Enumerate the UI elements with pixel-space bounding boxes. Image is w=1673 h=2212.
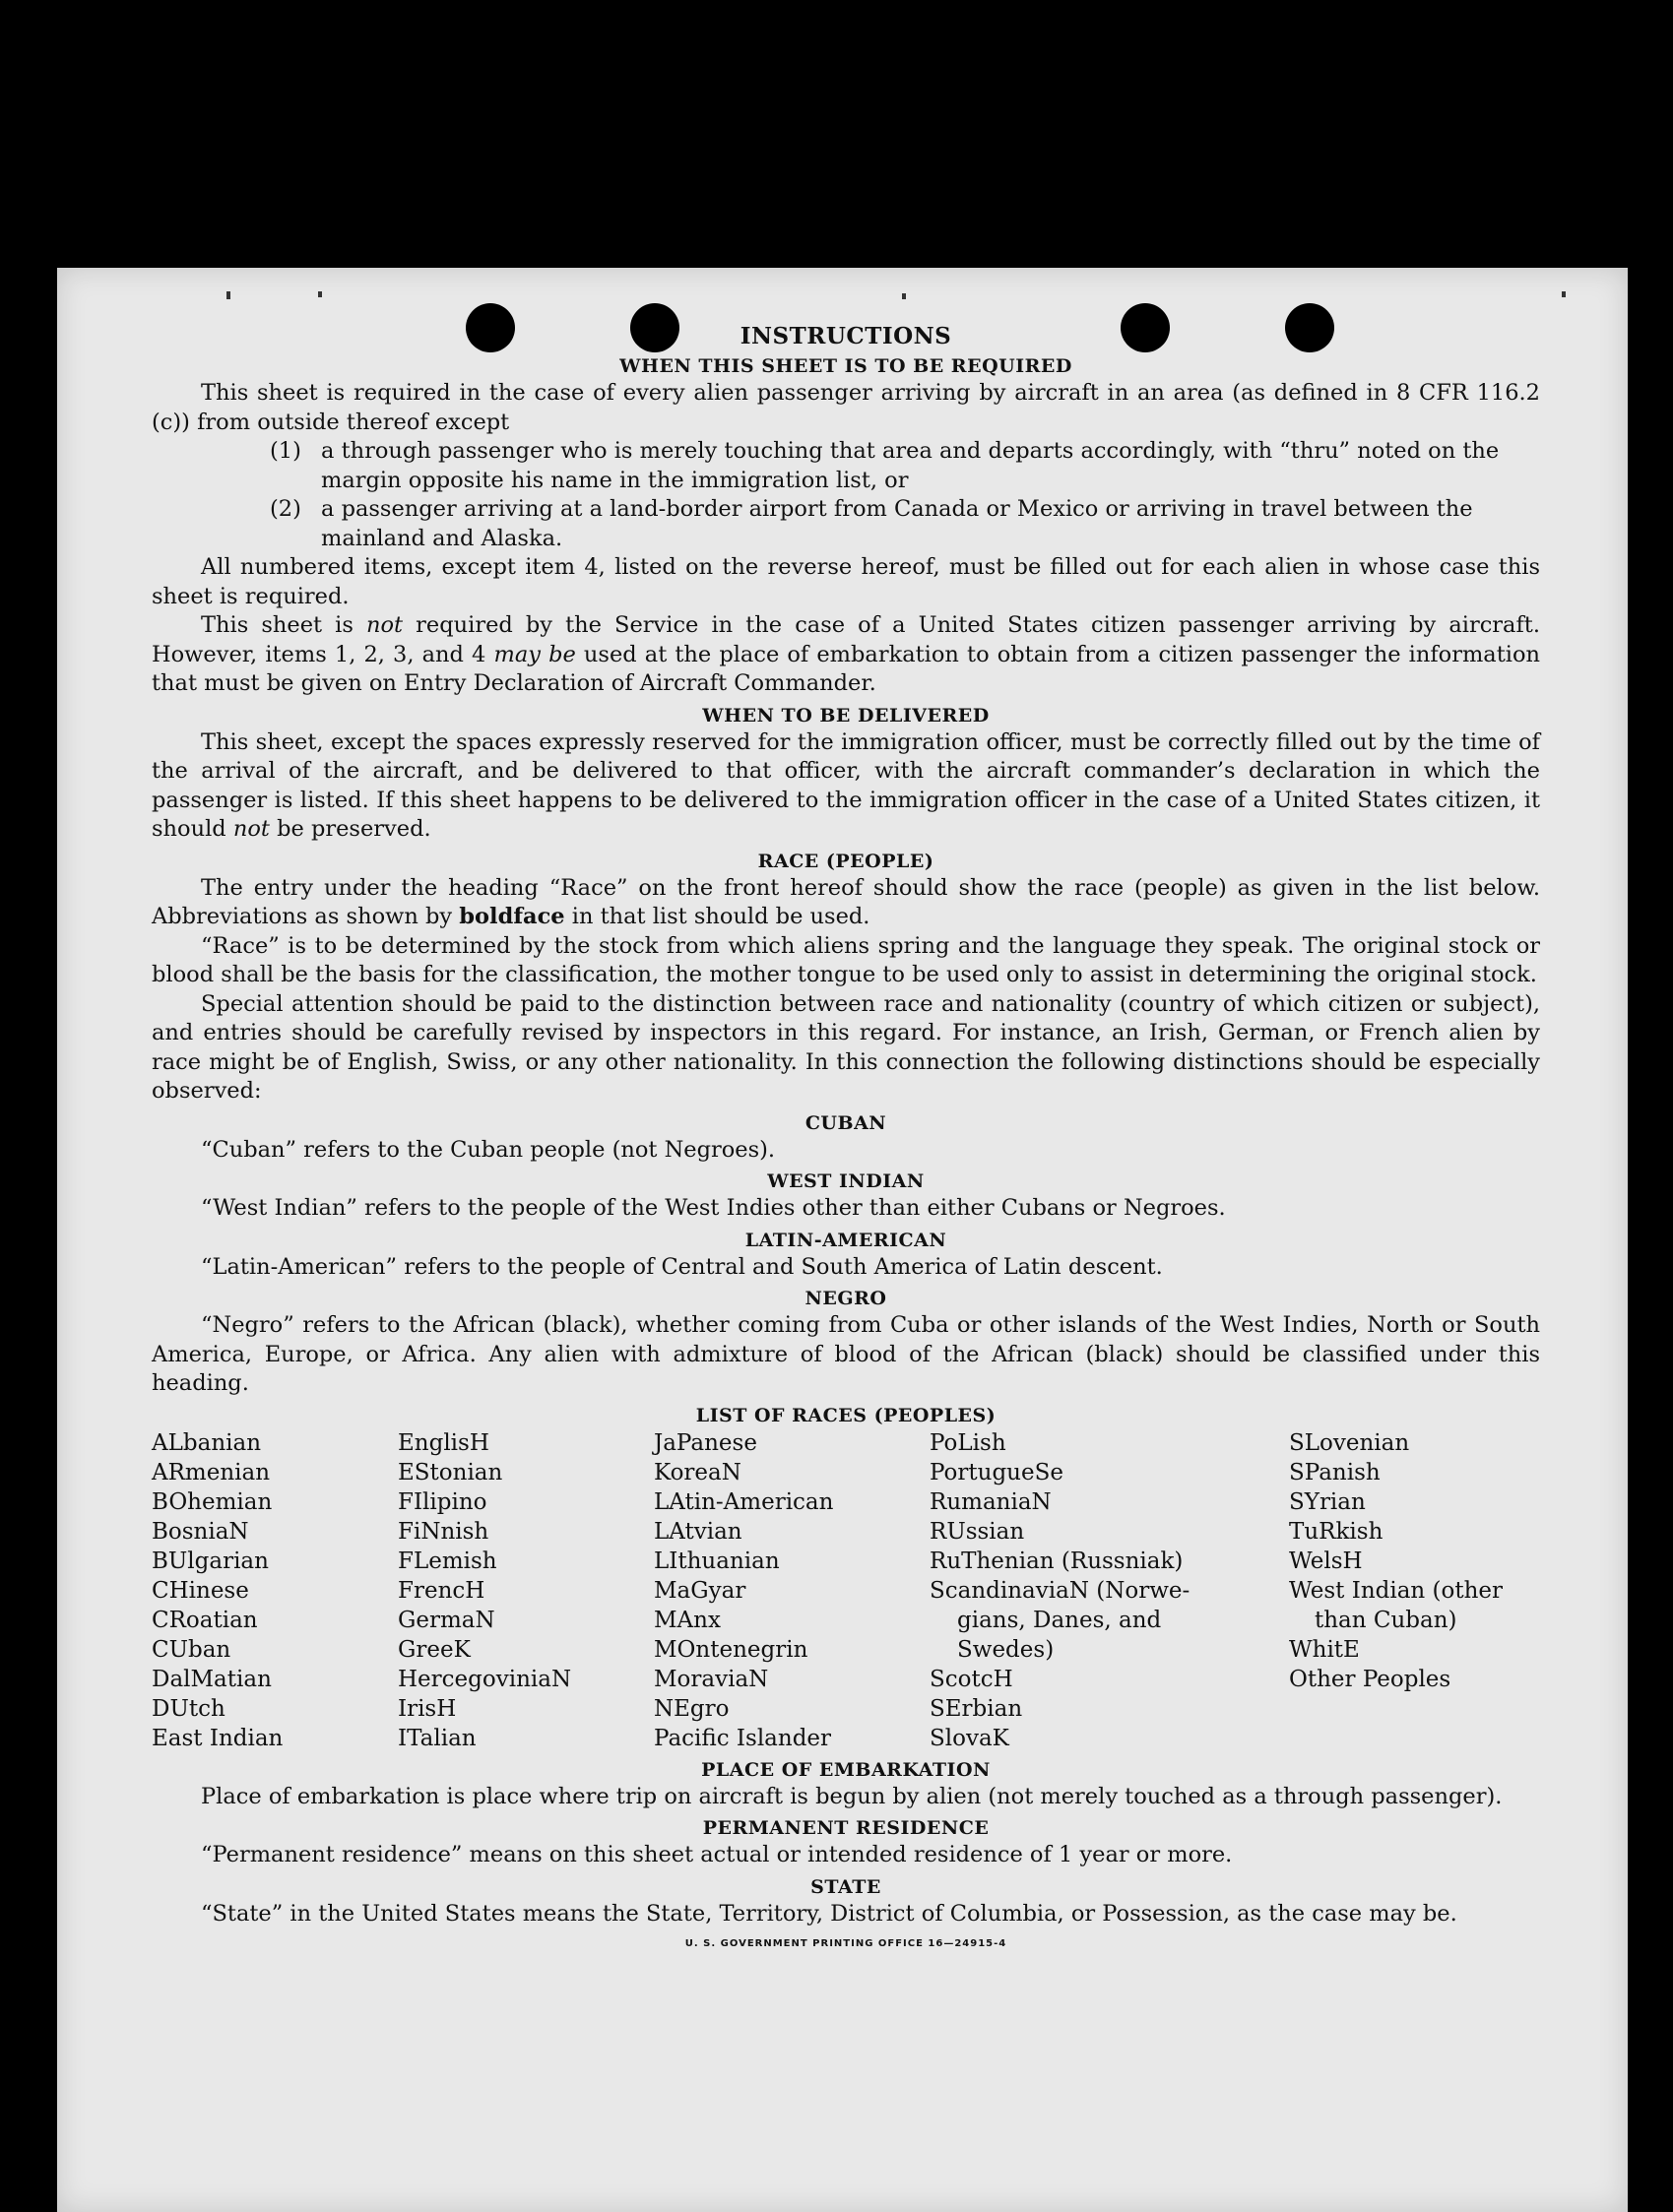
race-entry: BUlgarian [152, 1548, 269, 1574]
emphasis: not [232, 816, 270, 842]
scan-mark [226, 291, 230, 299]
race-entry: DUtch [152, 1695, 225, 1722]
race-entry: CUban [152, 1636, 231, 1663]
item-number: (1) [270, 438, 301, 464]
paragraph: “Negro” refers to the African (black), whether coming from Cuba or other islands of the West Indies, North or South America, Europe, or Africa. Any alien with admixture of blood of the African (black) should be classified under this heading. [152, 1312, 1540, 1396]
item-number: (2) [270, 496, 301, 522]
race-entry: NEgro [654, 1695, 730, 1722]
text-run: The entry under the heading “Race” on the front hereof should show the race (people) as given in the list below. Abbreviations as shown by [152, 874, 1540, 929]
scan-mark [1562, 291, 1566, 297]
race-entry: HercegoviniaN [398, 1666, 572, 1692]
list-item [270, 495, 1540, 553]
race-entry: LIthuanian [654, 1548, 780, 1574]
paragraph: “State” in the United States means the State, Territory, District of Columbia, or Possession, as the case may be. [201, 1900, 1457, 1927]
text-run: required by the Service in the case of a United States citizen passenger arriving by aircraft. However, items 1, 2, 3, and 4 [152, 612, 1540, 667]
race-entry: EStonian [398, 1459, 503, 1485]
race-entry: gians, Danes, and [957, 1607, 1162, 1633]
race-entry: WelsH [1289, 1548, 1363, 1574]
race-entry: IrisH [398, 1695, 457, 1722]
races-column [1289, 1428, 1540, 1753]
text-run: used at the place of embarkation to obtain from a citizen passenger the information that must be given on Entry Declaration of Aircraft Commander. [152, 641, 1540, 696]
race-entry: GreeK [398, 1636, 471, 1663]
race-entry: RumaniaN [930, 1488, 1052, 1515]
race-entry: DalMatian [152, 1666, 272, 1692]
scan-mark [902, 293, 906, 299]
race-entry: WhitE [1289, 1636, 1360, 1663]
race-entry: GermaN [398, 1607, 495, 1633]
race-entry: LAtin-American [654, 1488, 834, 1515]
paragraph: “Race” is to be determined by the stock from which aliens spring and the language they speak. The original stock or blood shall be the basis for the classification, the mother tongue to be used only to assist in determining the original stock. [152, 932, 1540, 987]
race-entry: West Indian (other [1289, 1577, 1504, 1604]
race-entry: Swedes) [957, 1636, 1055, 1663]
paragraph [152, 611, 1540, 699]
race-entry: BOhemian [152, 1488, 273, 1515]
races-column [930, 1428, 1289, 1753]
race-entry: MAnx [654, 1607, 721, 1633]
races-column [152, 1428, 398, 1753]
section-heading: CUBAN [804, 1111, 887, 1134]
paragraph: “Latin-American” refers to the people of Central and South America of Latin descent. [201, 1253, 1163, 1280]
section-heading: WHEN TO BE DELIVERED [702, 704, 990, 727]
section-heading: PLACE OF EMBARKATION [701, 1758, 991, 1781]
instructions-content [152, 323, 1540, 1949]
race-entry: MOntenegrin [654, 1636, 808, 1663]
race-entry: ITalian [398, 1725, 477, 1751]
page-title: INSTRUCTIONS [740, 323, 952, 349]
race-entry: FiNnish [398, 1518, 489, 1545]
list-item [270, 437, 1540, 495]
paragraph: “Permanent residence” means on this sheet actual or intended residence of 1 year or more. [201, 1842, 1233, 1867]
race-entry: PortugueSe [930, 1459, 1063, 1485]
race-entry: Other Peoples [1289, 1666, 1451, 1692]
race-entry: MoraviaN [654, 1666, 769, 1692]
section-heading: PERMANENT RESIDENCE [702, 1817, 990, 1839]
paragraph: “Cuban” refers to the Cuban people (not Negroes). [201, 1136, 776, 1163]
text-run: be preserved. [269, 816, 431, 842]
race-entry: ARmenian [152, 1459, 271, 1485]
bold-text: boldface [459, 904, 565, 929]
item-text: a through passenger who is merely touching that area and departs accordingly, with “thru” noted on the margin opposite his name in the immigration list, or [321, 438, 1500, 493]
race-entry: PoLish [930, 1429, 1006, 1456]
section-heading: LATIN-AMERICAN [744, 1229, 947, 1251]
race-entry: ALbanian [152, 1429, 262, 1456]
race-entry: SlovaK [930, 1725, 1009, 1751]
section-heading: WHEN THIS SHEET IS TO BE REQUIRED [619, 355, 1072, 377]
race-entry: LAtvian [654, 1518, 742, 1545]
paragraph [152, 728, 1540, 845]
race-entry: BosniaN [152, 1518, 249, 1545]
section-heading: LIST OF RACES (PEOPLES) [695, 1404, 997, 1426]
race-entry: CRoatian [152, 1607, 258, 1633]
scan-mark [318, 291, 322, 297]
race-entry: Pacific Islander [654, 1725, 832, 1751]
race-entry: TuRkish [1289, 1518, 1383, 1545]
races-column [654, 1428, 930, 1753]
races-list [152, 1428, 1540, 1753]
item-text: a passenger arriving at a land-border airport from Canada or Mexico or arriving in travel between the mainland and Alaska. [321, 496, 1473, 551]
race-entry: FrencH [398, 1577, 485, 1604]
section-heading: STATE [810, 1875, 881, 1898]
races-column [398, 1428, 654, 1753]
section-heading: NEGRO [804, 1288, 887, 1309]
text-run: in that list should be used. [564, 904, 870, 929]
section-heading: RACE (PEOPLE) [757, 850, 934, 872]
race-entry: than Cuban) [1315, 1607, 1457, 1633]
race-entry: ScotcH [930, 1666, 1013, 1692]
paragraph: This sheet is required in the case of every alien passenger arriving by aircraft in an area (as defined in 8 CFR 116.2 (c)) from outside thereof except [152, 380, 1540, 435]
race-entry: FIlipino [398, 1488, 487, 1515]
text-run: This sheet is [201, 612, 366, 638]
paragraph: Place of embarkation is place where trip on aircraft is begun by alien (not merely touched as a through passenger). [201, 1783, 1503, 1809]
race-entry: SYrian [1289, 1488, 1366, 1515]
text-run: This sheet, except the spaces expressly reserved for the immigration officer, must be correctly filled out by the time of the arrival of the aircraft, and be delivered to that officer, with the aircraft commander’s declaration in which the passenger is listed. If this sheet happens to be delivered to the immigration officer in the case of a United States citizen, it should [152, 728, 1540, 842]
printer-footer: U. S. GOVERNMENT PRINTING OFFICE 16—24915-4 [684, 1938, 1007, 1949]
paragraph: All numbered items, except item 4, listed on the reverse hereof, must be filled out for each alien in whose case this sheet is required. [152, 554, 1540, 609]
race-entry: RUssian [930, 1518, 1025, 1545]
race-entry: East Indian [152, 1725, 284, 1751]
paragraph [152, 874, 1540, 932]
race-entry: KoreaN [654, 1459, 741, 1485]
race-entry: MaGyar [654, 1577, 746, 1604]
race-entry: RuThenian (Russniak) [930, 1548, 1184, 1574]
paragraph: “West Indian” refers to the people of the West Indies other than either Cubans or Negroes. [201, 1195, 1226, 1221]
emphasis: may be [493, 641, 576, 667]
race-entry: CHinese [152, 1577, 249, 1604]
emphasis: not [365, 612, 404, 638]
race-entry: SLovenian [1289, 1429, 1410, 1456]
race-entry: SPanish [1289, 1459, 1381, 1485]
paragraph: Special attention should be paid to the distinction between race and nationality (country of which citizen or subject), and entries should be carefully revised by inspectors in this regard. For instance, an Irish, German, or French alien by race might be of English, Swiss, or any other nationality. In this connection the following distinctions should be especially observed: [152, 990, 1540, 1104]
race-entry: EnglisH [398, 1429, 489, 1456]
race-entry: JaPanese [654, 1429, 757, 1456]
document-sheet [57, 268, 1628, 2212]
race-entry: SErbian [930, 1695, 1023, 1722]
section-heading: WEST INDIAN [767, 1170, 925, 1192]
race-entry: FLemish [398, 1548, 497, 1574]
race-entry: ScandinaviaN (Norwe- [930, 1577, 1190, 1604]
